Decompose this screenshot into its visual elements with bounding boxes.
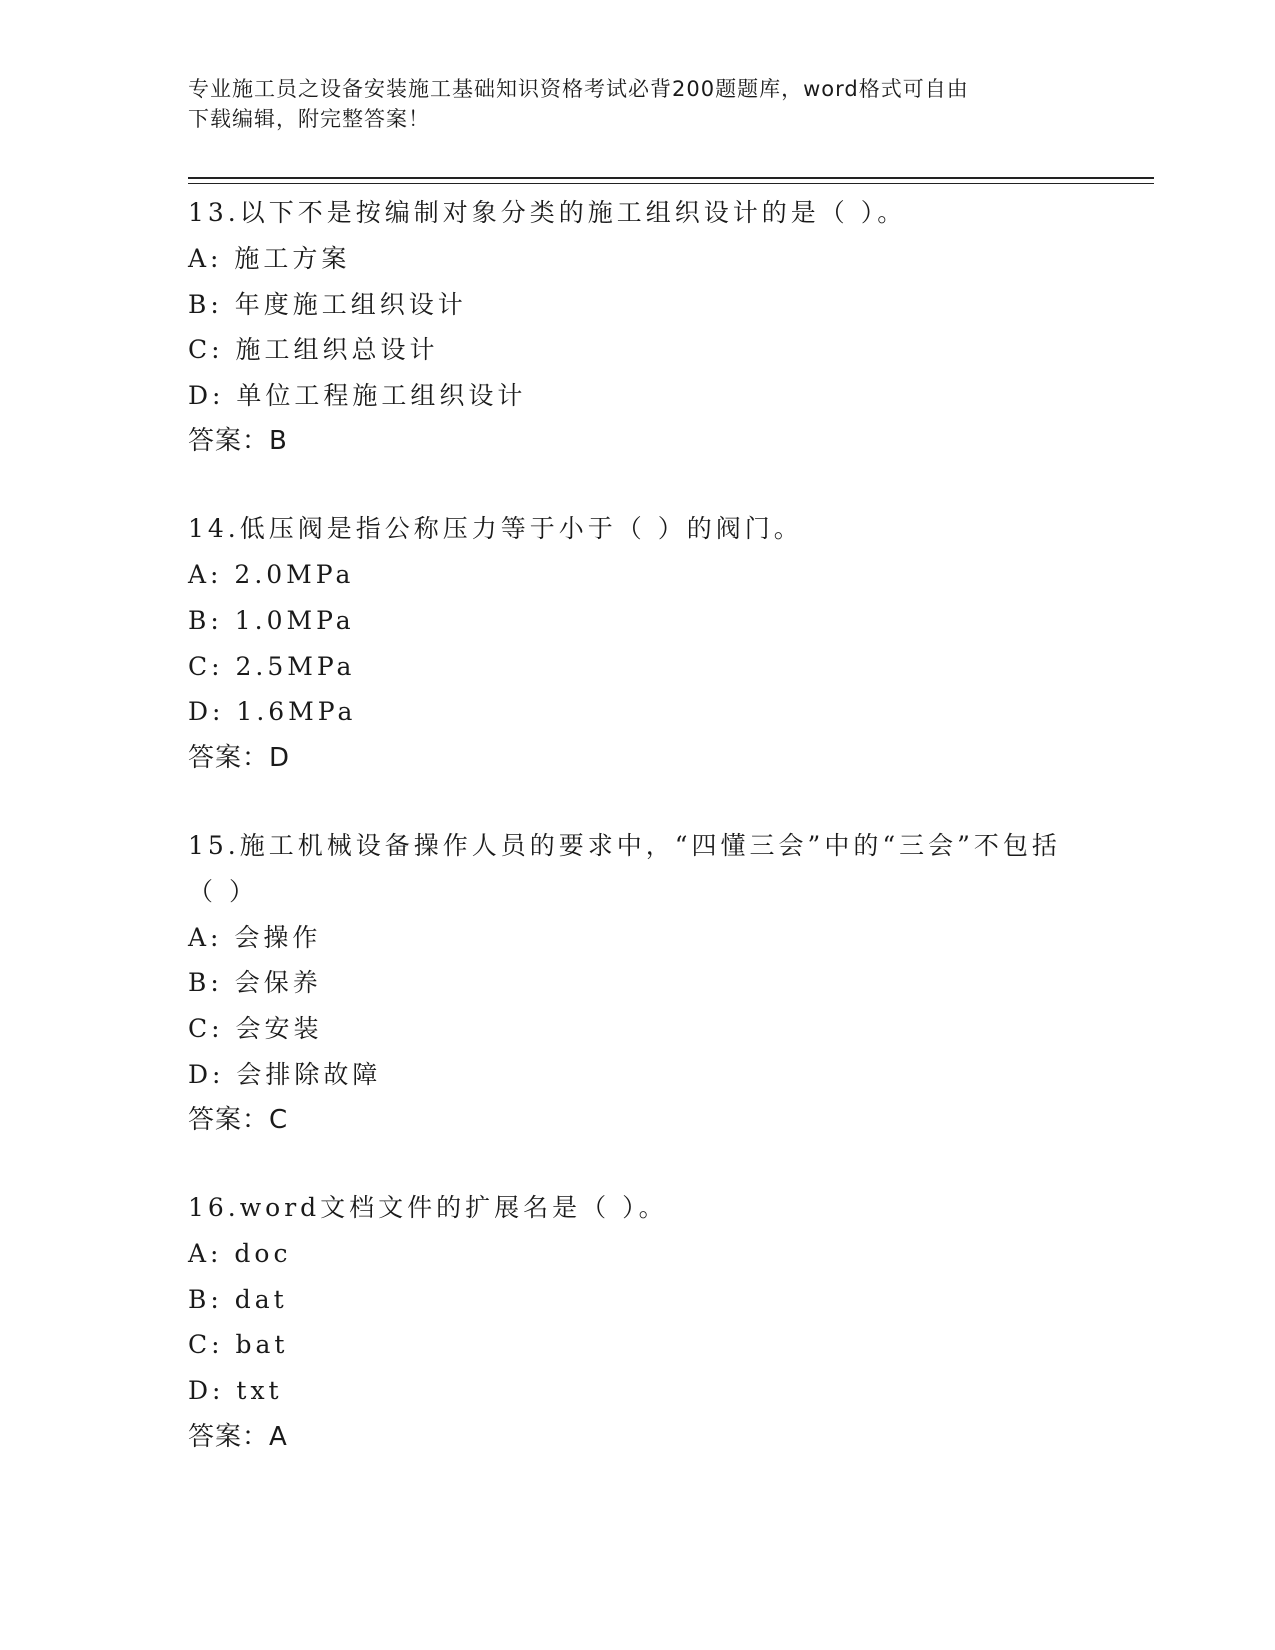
option-d: D: 单位工程施工组织设计 [188,380,527,410]
header-line-2: 下载编辑，附完整答案！ [188,107,430,131]
answer: 答案：B [188,426,288,457]
document-header [188,74,1078,134]
header-divider-thin [188,183,1154,184]
answer: 答案：C [188,1105,289,1136]
question-13 [188,190,1088,464]
option-c: C: 2.5MPa [188,651,356,681]
question-stem: 15.施工机械设备操作人员的要求中，“四懂三会”中的“三会”不包括（ ） [188,830,1061,906]
option-b: B: 1.0MPa [188,605,355,635]
answer: 答案：A [188,1421,288,1452]
question-list [188,190,1088,1502]
option-a: A: 会操作 [188,922,322,952]
option-d: D: 会排除故障 [188,1059,382,1089]
option-a: A: 2.0MPa [188,560,355,590]
option-c: C: bat [188,1330,289,1360]
header-line-1: 专业施工员之设备安装施工基础知识资格考试必背200题题库，word格式可自由 [188,77,969,101]
option-d: D: 1.6MPa [188,697,357,727]
question-stem: 13.以下不是按编制对象分类的施工组织设计的是（ ）。 [188,198,907,227]
option-b: B: 会保养 [188,968,322,998]
question-stem: 14.低压阀是指公称压力等于小于（ ）的阀门。 [188,514,803,544]
question-15 [188,823,1088,1143]
header-divider-thick [188,177,1154,179]
answer: 答案：D [188,742,291,773]
option-a: A: 施工方案 [188,244,351,273]
question-14 [188,506,1088,780]
option-c: C: 施工组织总设计 [188,335,439,365]
question-stem: 16.word文档文件的扩展名是（ ）。 [188,1193,668,1223]
question-16 [188,1185,1088,1459]
option-b: B: 年度施工组织设计 [188,289,467,319]
option-d: D: txt [188,1375,283,1405]
option-a: A: doc [188,1239,292,1269]
option-b: B: dat [188,1284,288,1314]
option-c: C: 会安装 [188,1013,323,1043]
